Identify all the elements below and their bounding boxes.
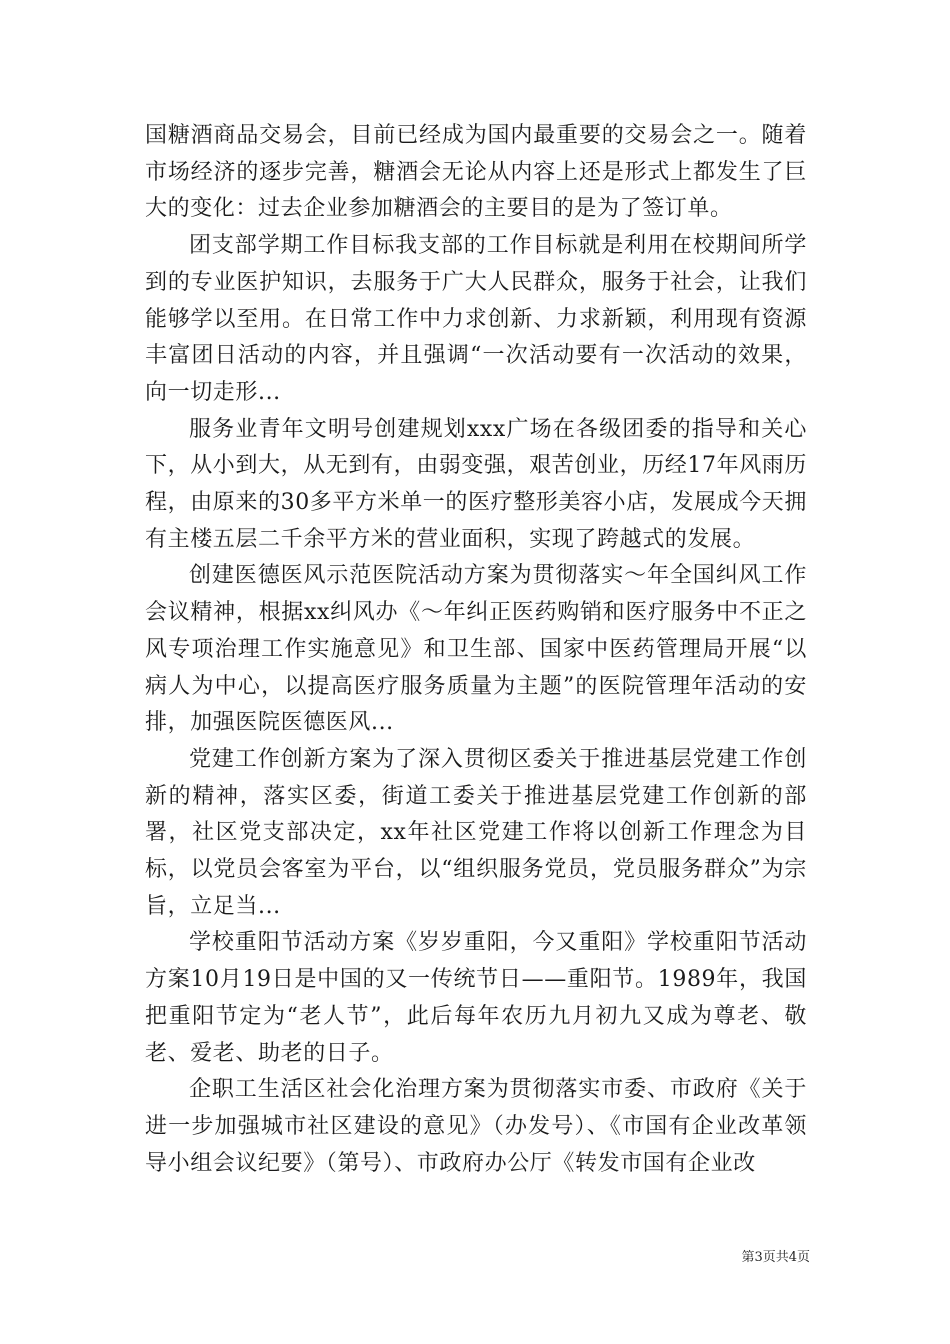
- paragraph-5: 党建工作创新方案为了深入贯彻区委关于推进基层党建工作创新的精神，落实区委，街道工委关于推进基层党建工作创新的部署，社区党支部决定，xx年社区党建工作将以创新工作理念为目标，以党员会客室为平台，以“组织服务党员，党员服务群众”为宗旨，立足当...: [145, 746, 807, 919]
- paragraph-1: 国糖酒商品交易会，目前已经成为国内最重要的交易会之一。随着市场经济的逐步完善，糖酒会无论从内容上还是形式上都发生了巨大的变化：过去企业参加糖酒会的主要目的是为了签订单。: [145, 123, 807, 222]
- document-body: [145, 118, 807, 1182]
- page-number-footer: 第3页共4页: [741, 1250, 810, 1265]
- paragraph-3: 服务业青年文明号创建规划xxx广场在各级团委的指导和关心下，从小到大，从无到有，由弱变强，艰苦创业，历经17年风雨历程，由原来的30多平方米单一的医疗整形美容小店，发展成今天拥有主楼五层二千余平方米的营业面积，实现了跨越式的发展。: [145, 416, 807, 552]
- paragraph-6: 学校重阳节活动方案《岁岁重阳，今又重阳》学校重阳节活动方案10月19日是中国的又一传统节日——重阳节。1989年，我国把重阳节定为“老人节”，此后每年农历九月初九又成为尊老、敬老、爱老、助老的日子。: [145, 930, 807, 1066]
- paragraph-2: 团支部学期工作目标我支部的工作目标就是利用在校期间所学到的专业医护知识，去服务于广大人民群众，服务于社会，让我们能够学以至用。在日常工作中力求创新、力求新颖，利用现有资源丰富团日活动的内容，并且强调“一次活动要有一次活动的效果，向一切走形...: [145, 233, 807, 405]
- paragraph-7: 企职工生活区社会化治理方案为贯彻落实市委、市政府《关于进一步加强城市社区建设的意见》（办发号）、《市国有企业改革领导小组会议纪要》（第号）、市政府办公厅《转发市国有企业改: [145, 1077, 807, 1176]
- paragraph-4: 创建医德医风示范医院活动方案为贯彻落实～年全国纠风工作会议精神，根据xx纠风办《～年纠正医药购销和医疗服务中不正之风专项治理工作实施意见》和卫生部、国家中医药管理局开展“以病人为中心，以提高医疗服务质量为主题”的医院管理年活动的安排，加强医院医德医风...: [145, 563, 807, 736]
